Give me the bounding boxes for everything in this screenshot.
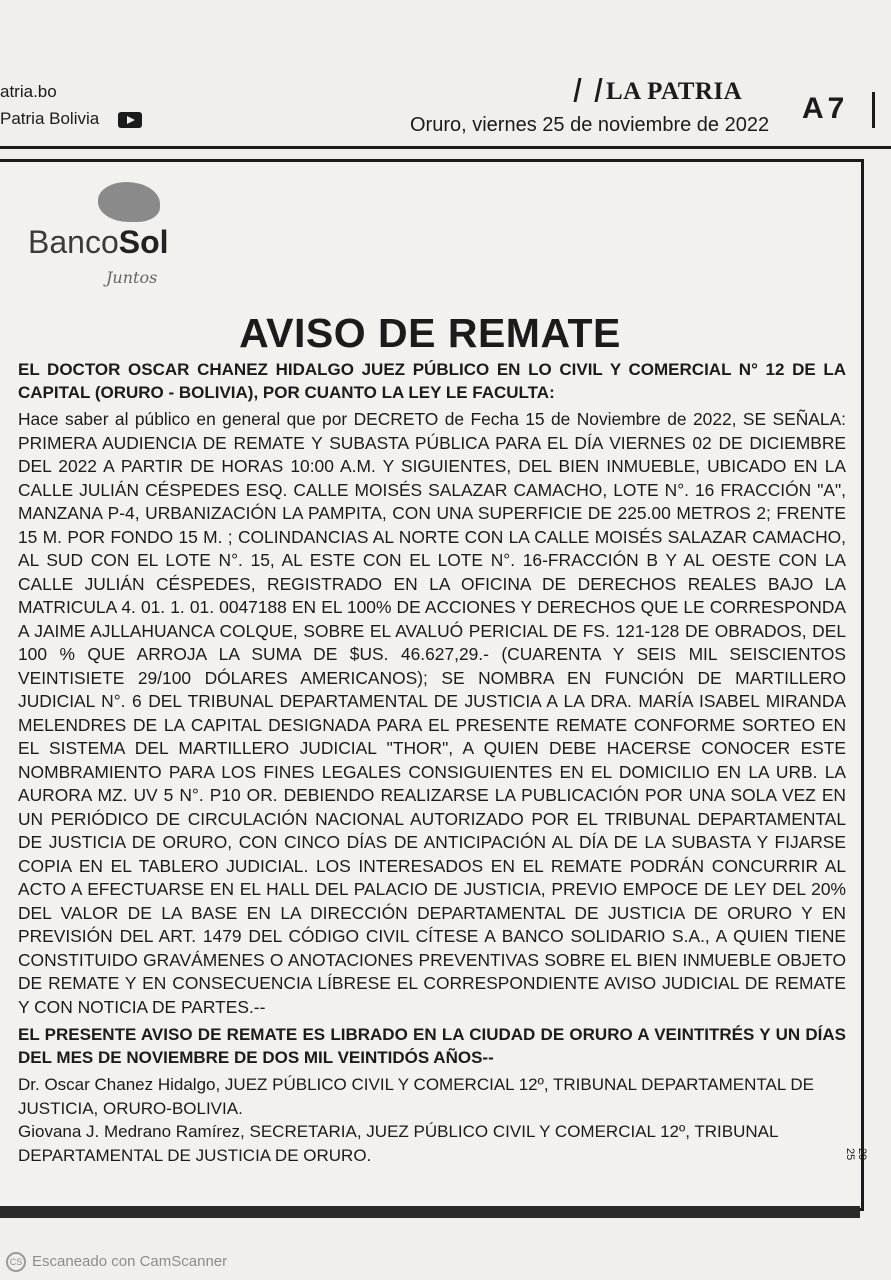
notice-heading: EL DOCTOR OSCAR CHANEZ HIDALGO JUEZ PÚBLICO EN LO CIVIL Y COMERCIAL N° 12 DE LA CAPITAL (ORURO - BOLIVIA), POR CUANTO LA LEY LE FACULTA: [18,360,846,402]
notice-box [0,159,864,1211]
bank-name-light: Banco [28,224,119,260]
bank-name [28,224,169,261]
bancosol-logo-icon [98,182,160,222]
header-rule [0,146,891,149]
notice-closing: EL PRESENTE AVISO DE REMATE ES LIBRADO EN LA CIUDAD DE ORURO A VEINTITRÉS Y UN DÍAS DEL MES DE NOVIEMBRE DE DOS MIL VEINTIDÓS AÑOS-- [18,1025,846,1067]
signature-judge: Dr. Oscar Chanez Hidalgo, JUEZ PÚBLICO CIVIL Y COMERCIAL 12º, TRIBUNAL DEPARTAMENTAL DE JUSTICIA, ORURO-BOLIVIA. [18,1075,815,1118]
notice-body: Hace saber al público en general que por DECRETO de Fecha 15 de Noviembre de 2022, SE SEÑALA: PRIMERA AUDIENCIA DE REMATE Y SUBASTA PÚBLICA PARA EL DÍA VIERNES 02 DE DICIEMBRE DEL 2022 A PARTIR DE HORAS 10:00 A.M. Y SIGUIENTES, DEL BIEN INMUEBLE, UBICADO EN LA CALLE JULIÁN CÉSPEDES ESQ. CALLE MOISÉS SALAZAR CAMACHO, LOTE N°. 16 FRACCIÓN "A", MANZANA P-4, URBANIZACIÓN LA PAMPITA, CON UNA SUPERFICIE DE 225.00 METROS 2; FRENTE 15 M. POR FONDO 15 M. ; COLINDANCIAS AL NORTE CON LA CALLE MOISÉS SALAZAR CAMACHO, AL SUD CON EL LOTE N°. 15, AL ESTE CON EL LOTE N°. 16-FRACCIÓN B Y AL OESTE CON LA CALLE JULIÁN CÉSPEDES, REGISTRADO EN LA OFICINA DE DERECHOS REALES BAJO LA MATRICULA 4. 01. 1. 01. 0047188 EN EL 100% DE ACCIONES Y DERECHOS QUE LE CORRESPONDA A JAIME AJLLAHUANCA COLQUE, SOBRE EL AVALUÓ PERICIAL DE FS. 121-128 DE OBRADOS, DEL 100 % QUE ARROJA LA SUMA DE $US. 46.627,29.- (CUARENTA Y SEIS MIL SEISCIENTOS VEINTISIETE 29/100 DÓLARES AMERICANOS); SE NOMBRA EN FUNCIÓN DE MARTILLERO JUDICIAL N°. 6 DEL TRIBUNAL DEPARTAMENTAL DE JUSTICIA A LA DRA. MARÍA ISABEL MIRANDA MELENDRES DE LA CAPITAL DESIGNADA PARA EL PRESENTE REMATE CONFORME SORTEO EN EL SISTEMA DEL MARTILLERO JUDICIAL "THOR", A QUIEN DEBE HACERSE CONOCER ESTE NOMBRAMIENTO PARA LOS FINES LEGALES CONSIGUIENTES EN EL DOMICILIO EN LA URB. LA AURORA MZ. UV 5 N°. P10 OR. DEBIENDO REALIZARSE LA PUBLICACIÓN POR UNA SOLA VEZ EN UN PERIÓDICO DE CIRCULACIÓN NACIONAL AUTORIZADO POR EL TRIBUNAL DEPARTAMENTAL DE JUSTICIA DE ORURO, CON CINCO DÍAS DE ANTICIPACIÓN AL DÍA DE LA SUBASTA Y FIJARSE COPIA EN EL TABLERO JUDICIAL. LOS INTERESADOS EN EL REMATE PODRÁN CONCURRIR AL ACTO A EFECTUARSE EN EL HALL DEL PALACIO DE JUSTICIA, PREVIO EMPOCE DE LEY DEL 20% DEL VALOR DE LA BASE EN LA DIRECCIÓN DEPARTAMENTAL DE JUSTICIA DE ORURO Y EN PREVISIÓN DEL ART. 1479 DEL CÓDIGO CIVIL CÍTESE A BANCO SOLIDARIO S.A., A QUIEN TIENE CONSTITUIDO GRAVÁMENES O ANOTACIONES PREVENTIVAS SOBRE EL BIEN INMUEBLE OBJETO DE REMATE Y EN CONSECUENCIA LÍBRESE EL CORRESPONDIENTE AVISO JUDICIAL DE REMATE Y CON NOTICIA DE PARTES.-- [18,409,846,1017]
ad-code: 29-25 [844,1148,868,1164]
bancosol-logo [28,182,208,302]
newspaper-logo [576,78,742,106]
social-label: Patria Bolivia [0,109,100,128]
social-link[interactable] [0,105,142,132]
youtube-icon [118,112,142,128]
bank-name-bold: Sol [118,224,169,260]
bottom-rule [0,1206,860,1218]
scanner-text: Escaneado con CamScanner [32,1252,228,1270]
signature-secretary: Giovana J. Medrano Ramírez, SECRETARIA, JUEZ PÚBLICO CIVIL Y COMERCIAL 12º, TRIBUNAL DEPARTAMENTAL DE JUSTICIA DE ORURO. [18,1122,778,1165]
page-number: A7 [802,92,849,125]
patria-logo-icon [573,78,602,102]
notice-content [18,358,846,1167]
website-link[interactable]: atria.bo [0,82,57,101]
notice-title: AVISO DE REMATE [239,310,621,356]
newspaper-name: LA PATRIA [606,78,743,105]
page-marker [872,92,875,128]
header-left [0,78,142,132]
issue-date: Oruro, viernes 25 de noviembre de 2022 [410,114,770,136]
camscanner-icon: CS [6,1252,26,1272]
scanner-watermark [6,1252,227,1272]
bank-tagline: Juntos [106,268,158,287]
